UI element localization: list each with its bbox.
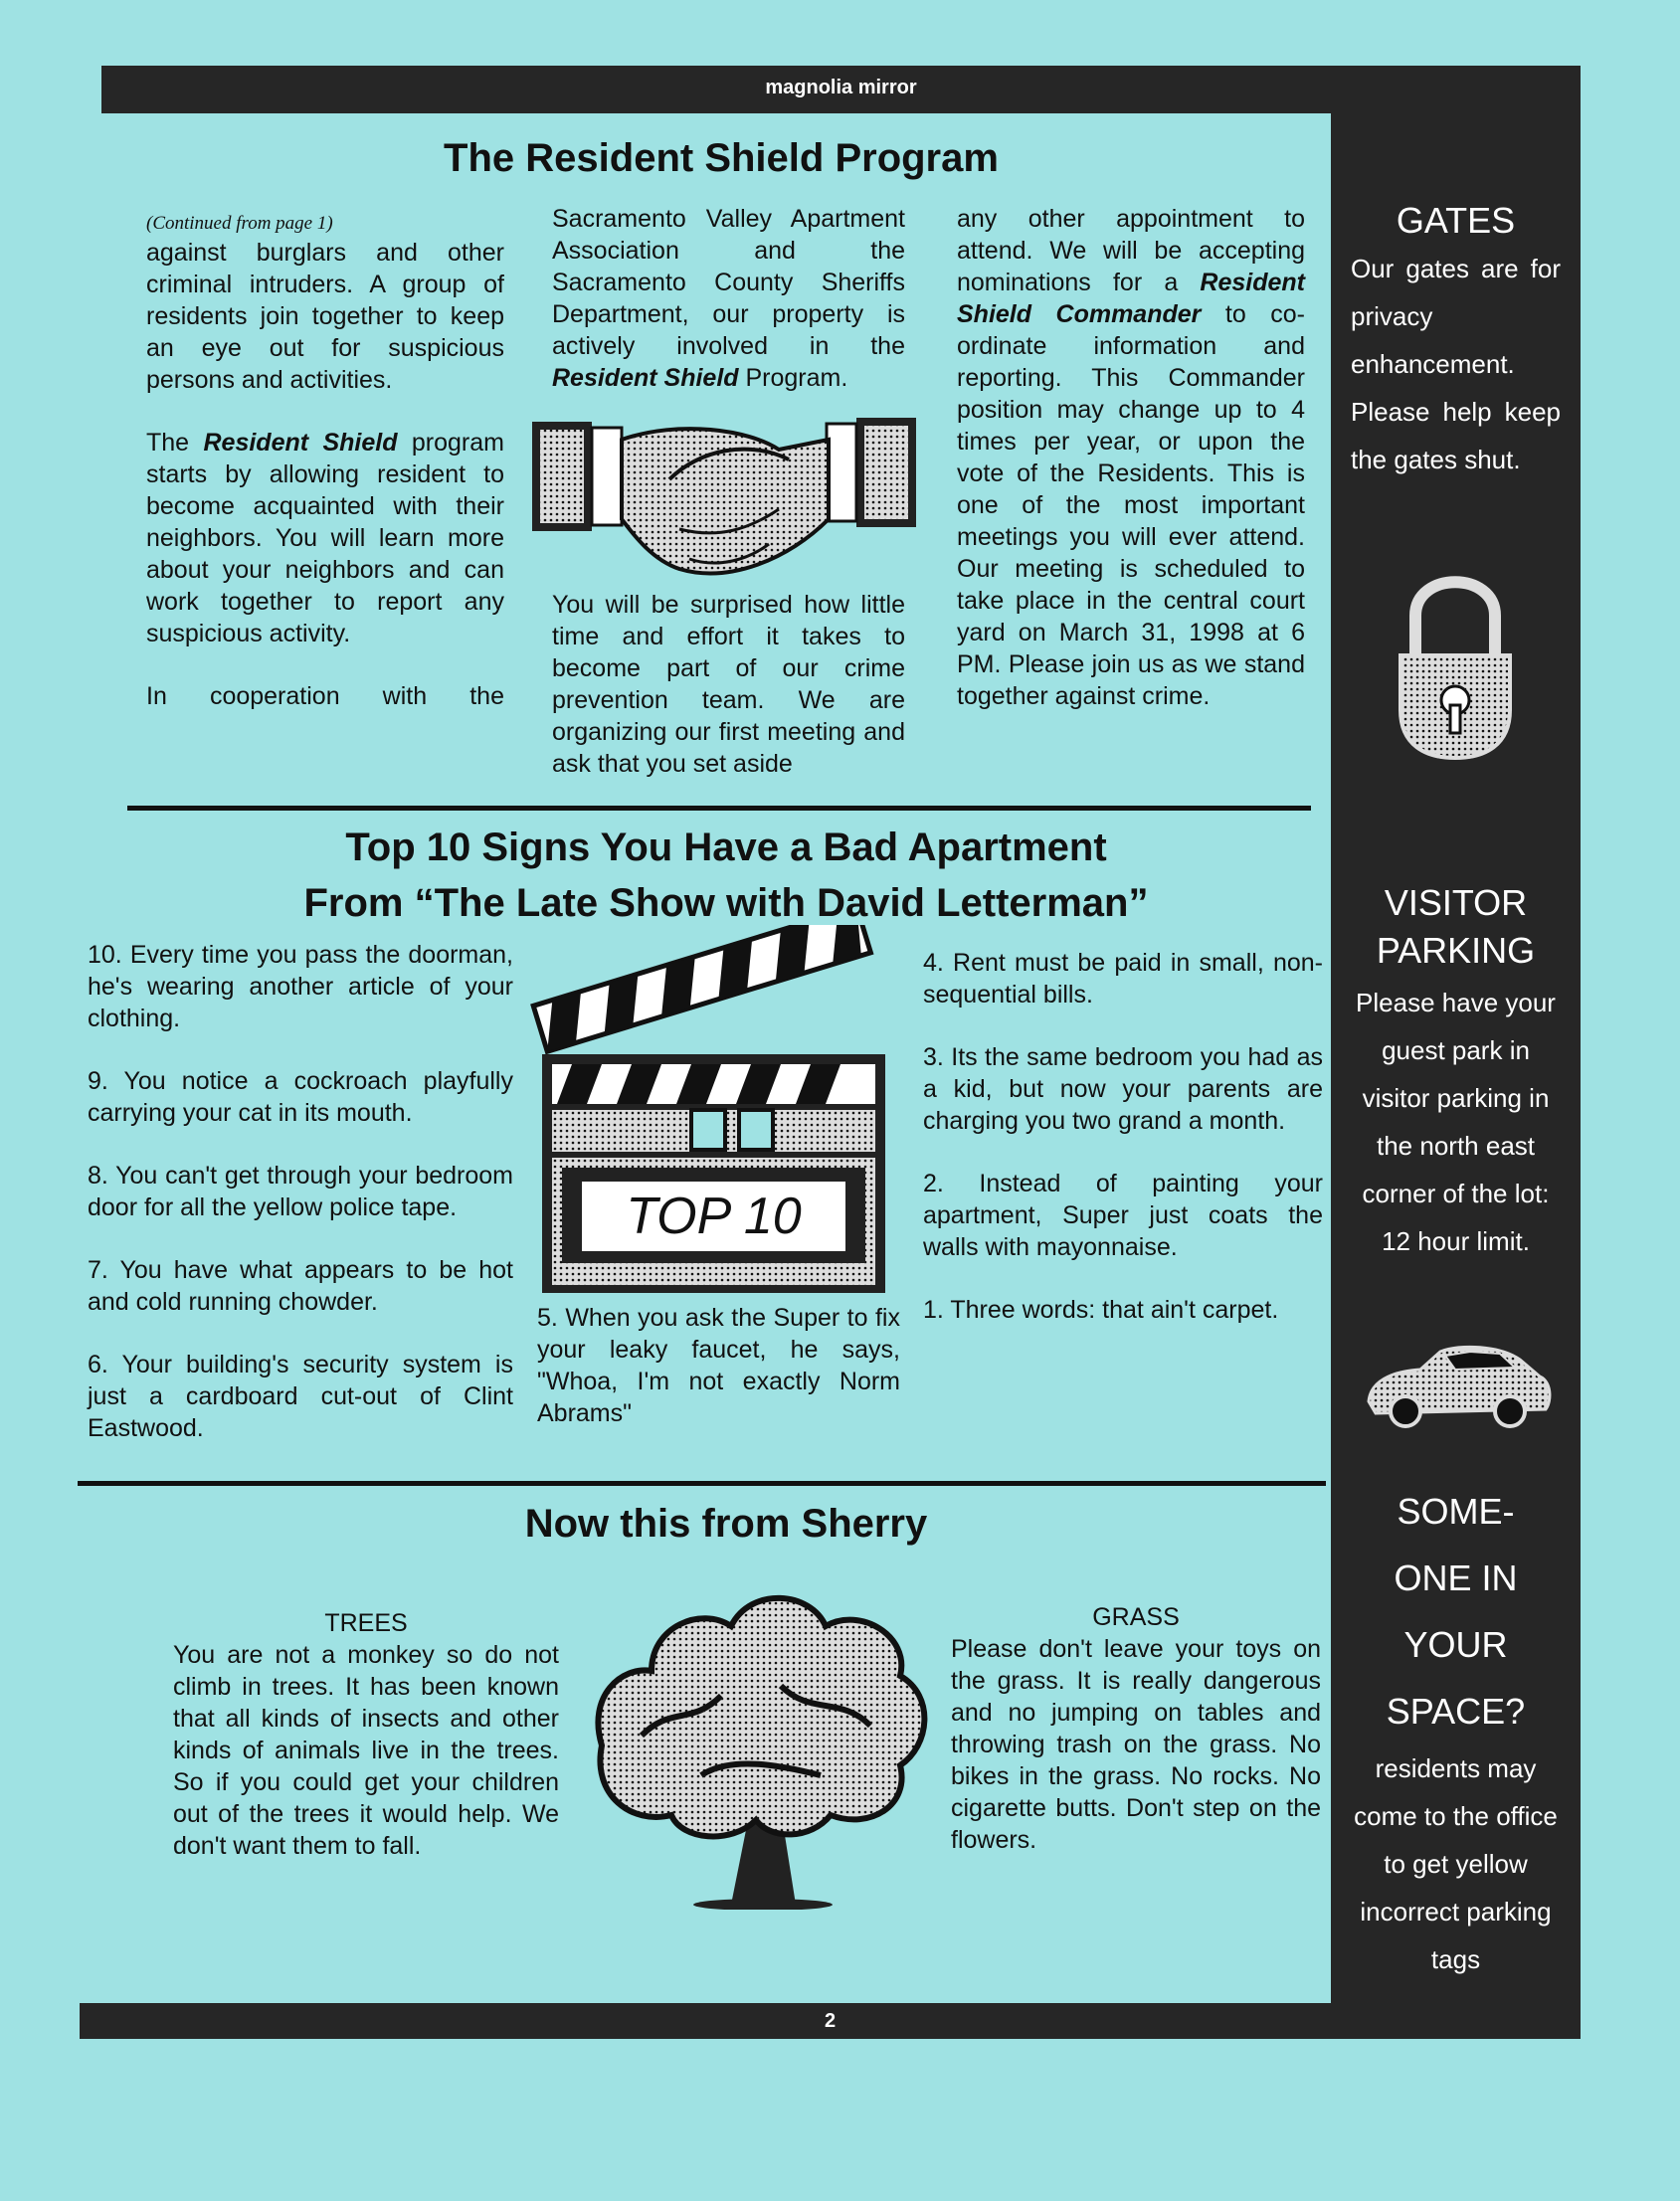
top10-title-line2: From “The Late Show with David Letterman”: [303, 881, 1149, 925]
top10-title: [149, 820, 1303, 931]
someone-heading-1: SOME-: [1397, 1491, 1515, 1532]
resident-shield-col2: [552, 203, 905, 425]
resident-shield-col1: [146, 211, 504, 743]
sidebar: [1331, 113, 1581, 2003]
top10-col-left: [88, 939, 513, 1475]
someone-in-space-section: [1346, 1478, 1566, 1983]
page-number: 2: [824, 2010, 837, 2032]
paragraph: The Resident Shield program starts by allowing resident to become acquainted with their neighbors. You will learn more about your neighbors and can work together to report any suspicious activity.: [146, 429, 504, 647]
resident-shield-col2b: [552, 589, 905, 811]
car-icon: [1361, 1332, 1555, 1441]
visitor-parking-section: [1346, 879, 1566, 1265]
paragraph: You will be surprised how little time and effort it takes to become part of our crime prevention team. We are organizing our first meeting and ask that you set aside: [552, 591, 905, 778]
resident-shield-col3: [957, 203, 1305, 743]
newsletter-title: magnolia mirror: [765, 77, 917, 98]
list-item: 1. Three words: that ain't carpet.: [923, 1296, 1279, 1324]
list-item: 4. Rent must be paid in small, non-sequential bills.: [923, 949, 1323, 1009]
list-item: 10. Every time you pass the doorman, he's wearing another article of your clothing.: [88, 941, 513, 1032]
tree-icon: [582, 1576, 940, 1910]
section-divider: [127, 806, 1311, 811]
list-item: 2. Instead of painting your apartment, Super just coats the walls with mayonnaise.: [923, 1170, 1323, 1261]
visitor-heading-1: VISITOR: [1384, 882, 1528, 923]
gates-section: [1351, 197, 1561, 483]
gates-heading: GATES: [1396, 200, 1516, 241]
trees-heading: TREES: [324, 1609, 408, 1637]
list-item: 9. You notice a cockroach playfully carrying your cat in its mouth.: [88, 1067, 513, 1127]
trees-section: [173, 1607, 559, 1862]
footer-bar: [80, 2003, 1581, 2039]
section-divider: [78, 1481, 1326, 1486]
someone-text: residents may come to the office to get yellow incorrect parking tags: [1354, 1753, 1558, 1974]
visitor-heading-2: PARKING: [1376, 930, 1536, 971]
grass-heading: GRASS: [1092, 1603, 1180, 1631]
clapperboard-icon: [522, 925, 900, 1298]
list-item: 5. When you ask the Super to fix your leaky faucet, he says, "Whoa, I'm not exactly Norm Abrams": [537, 1304, 900, 1427]
list-item: 6. Your building's security system is just a cardboard cut-out of Clint Eastwood.: [88, 1351, 513, 1442]
someone-heading-3: YOUR: [1403, 1624, 1508, 1665]
list-item: 7. You have what appears to be hot and cold running chowder.: [88, 1256, 513, 1316]
header-bar: [101, 66, 1581, 113]
someone-heading-2: ONE IN: [1394, 1558, 1518, 1598]
list-item: 3. Its the same bedroom you had as a kid, but now your parents are charging you two grand a month.: [923, 1043, 1323, 1135]
visitor-text: Please have your guest park in visitor parking in the north east corner of the lot: 12 hour limit.: [1356, 988, 1556, 1256]
someone-heading-4: SPACE?: [1386, 1691, 1526, 1732]
padlock-icon: [1391, 561, 1520, 760]
gates-text: Our gates are for privacy enhancement. Please help keep the gates shut.: [1351, 254, 1561, 474]
trees-text: You are not a monkey so do not climb in trees. It has been known that all kinds of insects and other kinds of animals live in the trees. So if you could get your children out of the trees it would help. We don't want them to fall.: [173, 1641, 559, 1860]
clapper-label: TOP 10: [626, 1188, 802, 1245]
paragraph: against burglars and other criminal intruders. A group of residents join together to keep an eye out for suspicious persons and activities.: [146, 239, 504, 394]
handshake-icon: [530, 410, 918, 599]
resident-shield-title: The Resident Shield Program: [444, 136, 999, 180]
paragraph: In cooperation with the: [146, 682, 504, 710]
sherry-title: Now this from Sherry: [524, 1502, 928, 1546]
paragraph: Sacramento Valley Apartment Association and the Sacramento County Sheriffs Department, our property is actively involved in the Resident Shield Program.: [552, 205, 905, 392]
top10-title-line1: Top 10 Signs You Have a Bad Apartment: [345, 825, 1107, 869]
paragraph: any other appointment to attend. We will be accepting nominations for a Resident Shield Commander to co-ordinate information and reporting. This Commander position may change up to 4 times per year, or upon the vote of the Residents. This is one of the most important meetings you will ever attend. Our meeting is scheduled to take place in the central court yard on March 31, 1998 at 6 PM. Please join us as we stand together against crime.: [957, 205, 1305, 710]
list-item: 8. You can't get through your bedroom door for all the yellow police tape.: [88, 1162, 513, 1221]
grass-text: Please don't leave your toys on the grass. It is really dangerous and no jumping on tables and throwing trash on the grass. No bikes in the grass. No rocks. No cigarette butts. Don't step on the flowers.: [951, 1635, 1321, 1854]
top10-col-right: [923, 947, 1323, 1357]
continued-note: (Continued from page 1): [146, 213, 333, 234]
top10-col-middle: [537, 1302, 900, 1460]
grass-section: [951, 1601, 1321, 1856]
